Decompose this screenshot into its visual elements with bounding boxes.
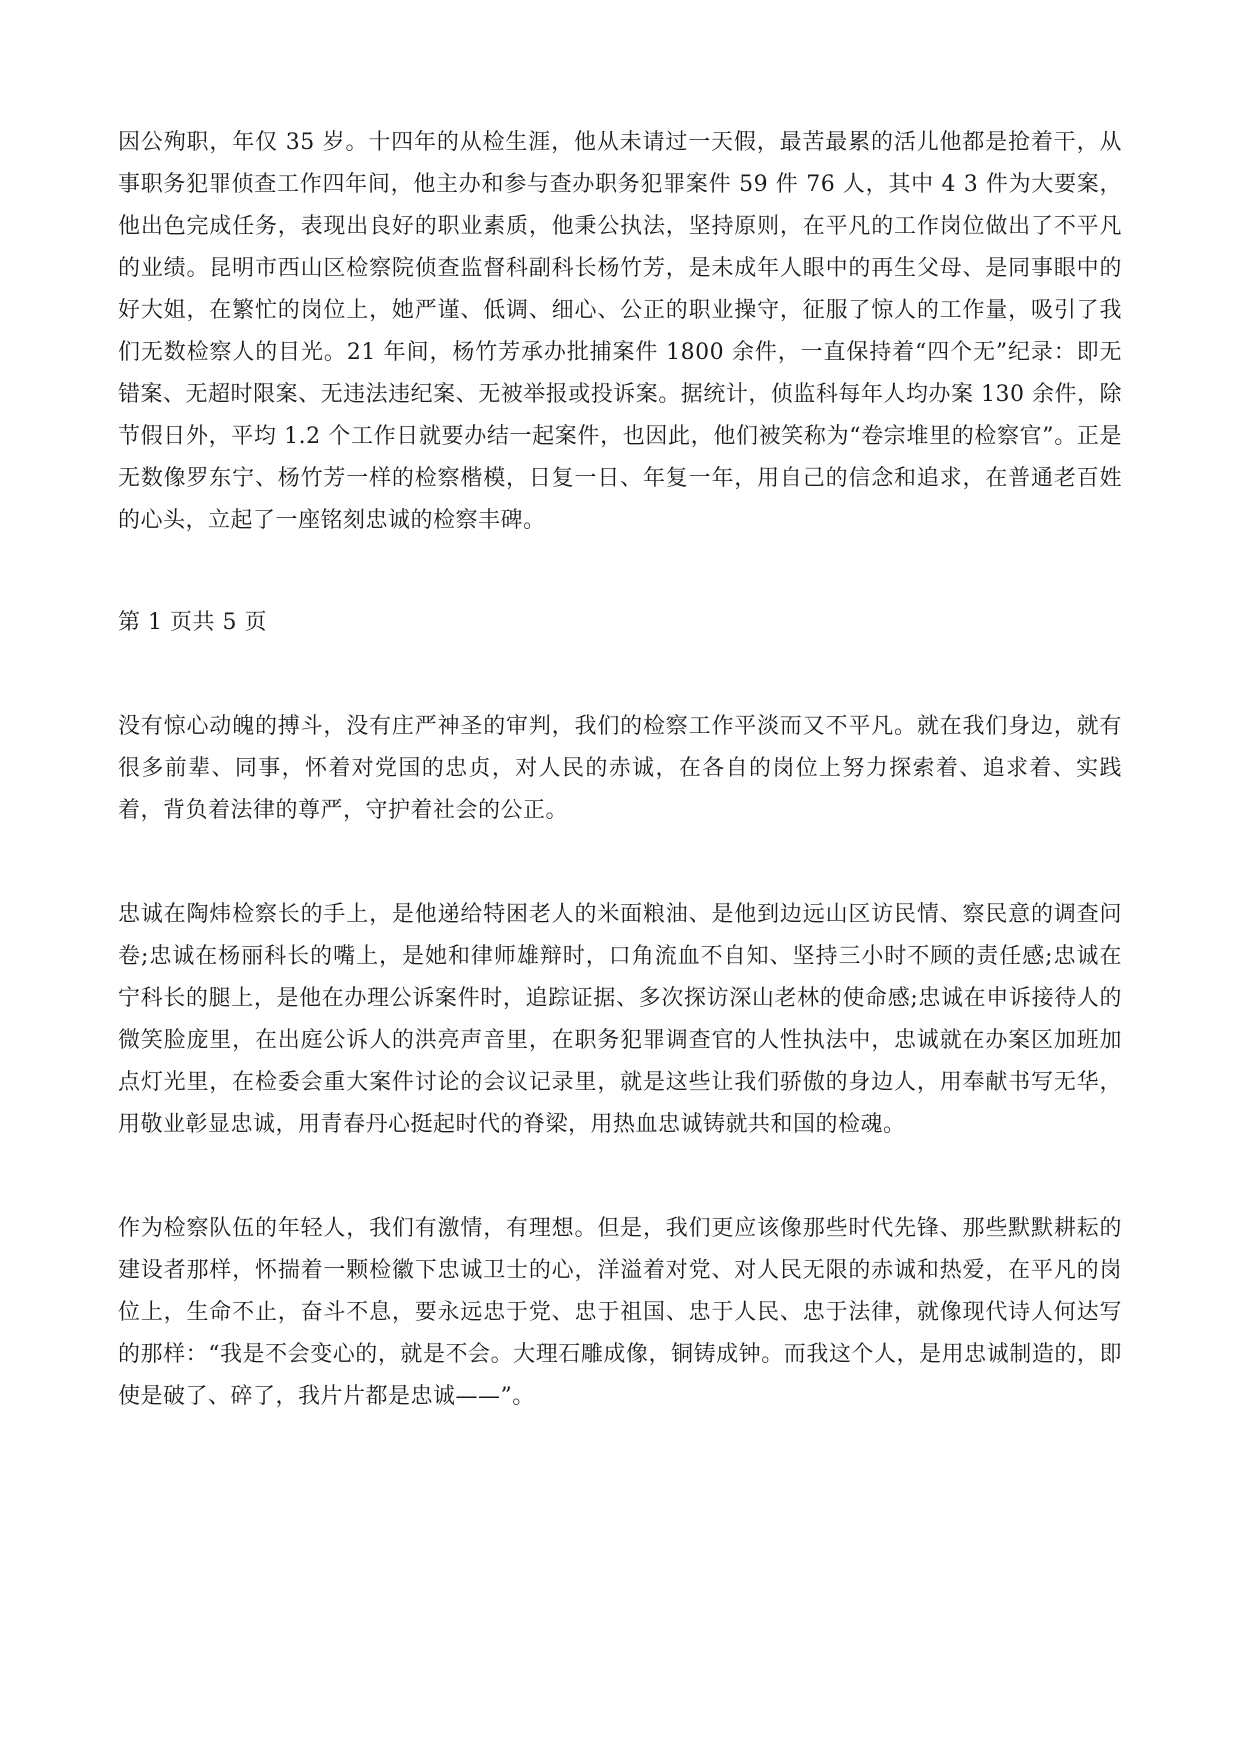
document-page — [118, 122, 1122, 1418]
paragraph-2: 没有惊心动魄的搏斗，没有庄严神圣的审判，我们的检察工作平淡而又不平凡。就在我们身边，就有很多前辈、同事，怀着对党国的忠贞，对人民的赤诚，在各自的岗位上努力探索着、追求着、实践着，背负着法律的尊严，守护着社会的公正。 — [118, 714, 1122, 823]
paragraph-1: 因公殉职，年仅 35 岁。十四年的从检生涯，他从未请过一天假，最苦最累的活儿他都是抢着干，从事职务犯罪侦查工作四年间，他主办和参与查办职务犯罪案件 59 件 76 人，其中 4 3 件为大要案，他出色完成任务，表现出良好的职业素质，他秉公执法，坚持原则，在平凡的工作岗位做出了不平凡的业绩。昆明市西山区检察院侦查监督科副科长杨竹芳，是未成年人眼中的再生父母、是同事眼中的好大姐，在繁忙的岗位上，她严谨、低调、细心、公正的职业操守，征服了惊人的工作量，吸引了我们无数检察人的目光。21 年间，杨竹芳承办批捕案件 1800 余件，一直保持着“四个无”纪录：即无错案、无超时限案、无违法违纪案、无被举报或投诉案。据统计，侦监科每年人均办案 130 余件，除节假日外，平均 1.2 个工作日就要办结一起案件，也因此，他们被笑称为“卷宗堆里的检察官”。正是无数像罗东宁、杨竹芳一样的检察楷模，日复一日、年复一年，用自己的信念和追求，在普通老百姓的心头，立起了一座铭刻忠诚的检察丰碑。 — [118, 130, 1122, 533]
page-number: 第 1 页共 5 页 — [118, 610, 267, 635]
paragraph-4: 作为检察队伍的年轻人，我们有激情，有理想。但是，我们更应该像那些时代先锋、那些默默耕耘的建设者那样，怀揣着一颗检徽下忠诚卫士的心，洋溢着对党、对人民无限的赤诚和热爱，在平凡的岗位上，生命不止，奋斗不息，要永远忠于党、忠于祖国、忠于人民、忠于法律，就像现代诗人何达写的那样：“我是不会变心的，就是不会。大理石雕成像，铜铸成钟。而我这个人，是用忠诚制造的，即使是破了、碎了，我片片都是忠诚——”。 — [118, 1216, 1122, 1409]
paragraph-3: 忠诚在陶炜检察长的手上，是他递给特困老人的米面粮油、是他到边远山区访民情、察民意的调查问卷;忠诚在杨丽科长的嘴上，是她和律师雄辩时，口角流血不自知、坚持三小时不顾的责任感;忠诚在宁科长的腿上，是他在办理公诉案件时，追踪证据、多次探访深山老林的使命感;忠诚在申诉接待人的微笑脸庞里，在出庭公诉人的洪亮声音里，在职务犯罪调查官的人性执法中，忠诚就在办案区加班加点灯光里，在检委会重大案件讨论的会议记录里，就是这些让我们骄傲的身边人，用奉献书写无华，用敬业彰显忠诚，用青春丹心挺起时代的脊梁，用热血忠诚铸就共和国的检魂。 — [118, 902, 1122, 1137]
